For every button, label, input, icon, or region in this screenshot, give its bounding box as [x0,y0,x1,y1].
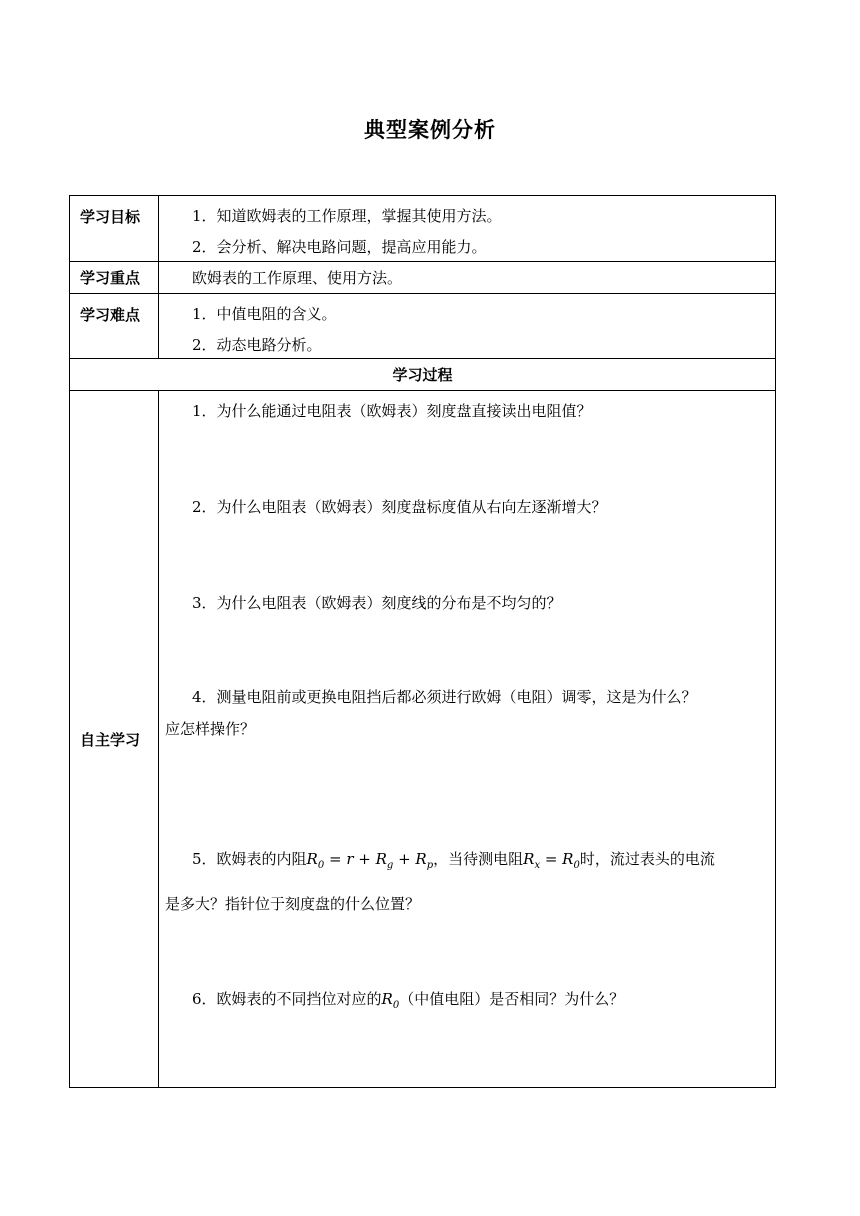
goals-row [70,196,776,262]
self-study-content [159,391,776,1088]
difficulty-item-1: 1．中值电阻的含义。 [192,305,337,323]
self-study-label: 自主学习 [70,391,159,1088]
question-4-line-2: 应怎样操作？ [165,720,256,738]
key-points-content [159,262,776,294]
goals-content [159,196,776,262]
formula-mid-resistance: $R_0$ [381,990,400,1011]
question-5-suffix: 时，流过表头的电流 [579,850,715,868]
question-2: 2．为什么电阻表（欧姆表）刻度盘标度值从右向左逐渐增大？ [192,498,607,516]
difficulties-row [70,294,776,359]
goal-item-1: 1．知道欧姆表的工作原理，掌握其使用方法。 [192,207,502,225]
question-4-line-1: 4．测量电阻前或更换电阻挡后都必须进行欧姆（电阻）调零，这是为什么？ [192,688,697,706]
process-header: 学习过程 [70,359,776,391]
difficulties-content [159,294,776,359]
question-5-line-2: 是多大？指针位于刻度盘的什么位置？ [165,895,421,913]
question-5-prefix: 5．欧姆表的内阻 [192,850,307,868]
difficulties-label: 学习难点 [70,294,159,359]
question-6-suffix: （中值电阻）是否相同？为什么？ [399,990,625,1008]
question-5-line-1 [192,849,715,876]
goals-label: 学习目标 [70,196,159,262]
question-6 [192,989,624,1016]
formula-test-resistance: $R_x = R_0$ [523,850,580,871]
key-points-label: 学习重点 [70,262,159,294]
key-points-text: 欧姆表的工作原理、使用方法。 [192,268,403,287]
question-5-mid: ，当待测电阻 [433,850,524,868]
difficulty-item-2: 2．动态电路分析。 [192,336,322,354]
key-points-row [70,262,776,294]
process-header-row [70,359,776,391]
study-table [69,195,776,1088]
goal-item-2: 2．会分析、解决电路问题，提高应用能力。 [192,238,487,256]
self-study-row [70,391,776,1088]
question-3: 3．为什么电阻表（欧姆表）刻度线的分布是不均匀的？ [192,594,562,612]
question-6-prefix: 6．欧姆表的不同挡位对应的 [192,990,382,1008]
question-1: 1．为什么能通过电阻表（欧姆表）刻度盘直接读出电阻值？ [192,402,592,420]
formula-internal-resistance: $R_0 = r + R_g + R_p$ [306,850,434,871]
page-title: 典型案例分析 [364,118,496,142]
